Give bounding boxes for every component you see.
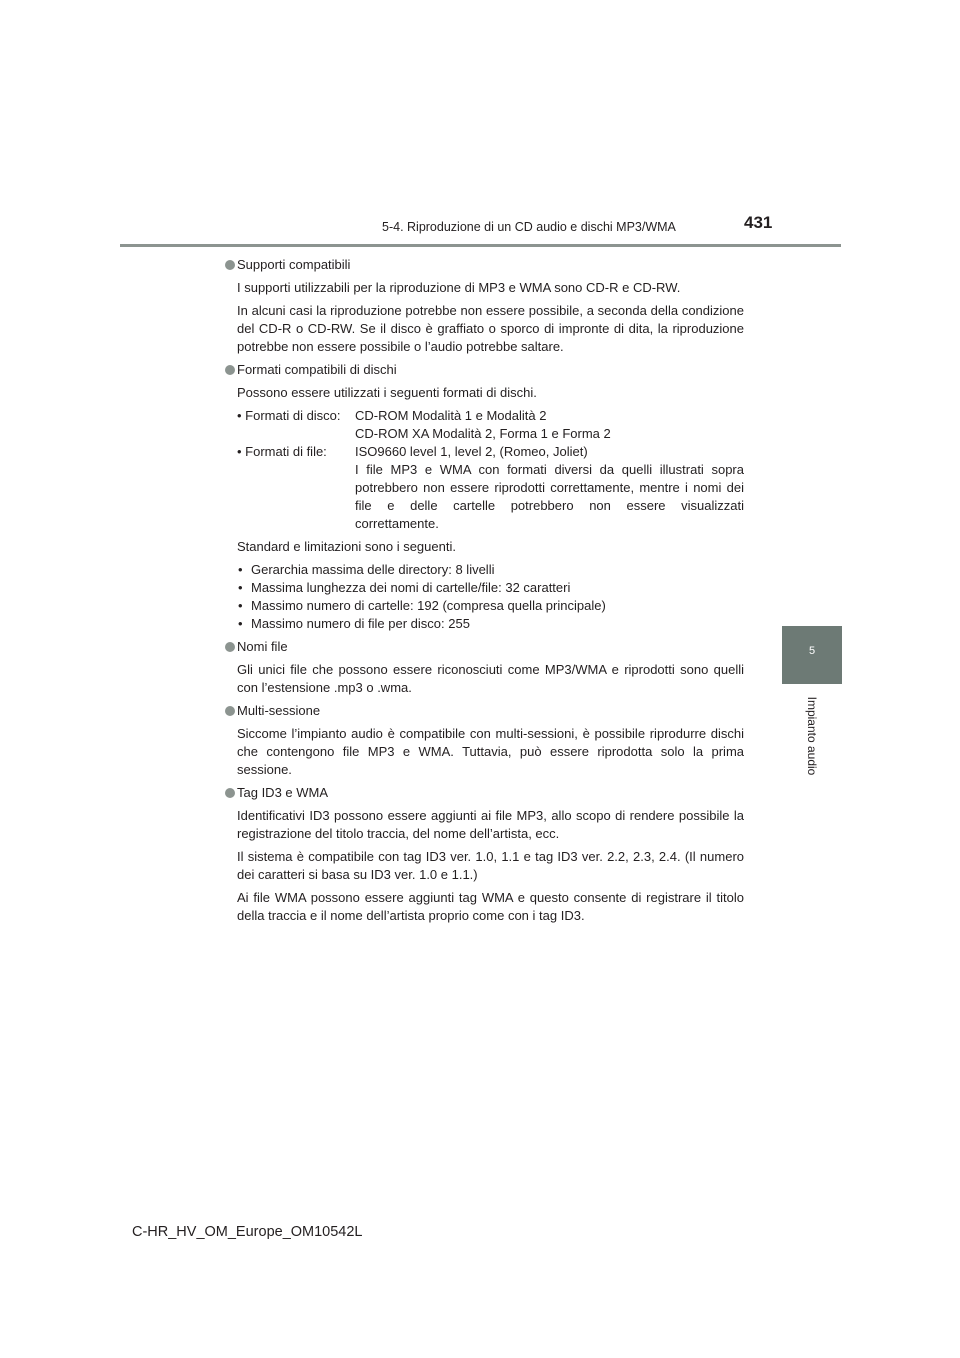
- page-content: [224, 256, 744, 930]
- bullet-circle-icon: [225, 706, 235, 716]
- paragraph: Identificativi ID3 possono essere aggiunti ai file MP3, allo scopo di rendere possibile la registrazione del titolo traccia, del nome dell’artista, ecc.: [237, 808, 744, 841]
- paragraph: Gli unici file che possono essere riconosciuti come MP3/WMA e riprodotti sono quelli con l’estensione .mp3 o .wma.: [237, 662, 744, 695]
- section-heading-multi: Multi-sessione: [224, 702, 744, 720]
- list-item: • Massimo numero di file per disco: 255: [237, 615, 744, 633]
- document-code: C-HR_HV_OM_Europe_OM10542L: [132, 1224, 363, 1240]
- section-heading-supporti: Supporti compatibili: [224, 256, 744, 274]
- file-format-term: • Formati di file:: [237, 444, 327, 459]
- paragraph: Standard e limitazioni sono i seguenti.: [237, 539, 456, 554]
- format-definition-list: [237, 407, 744, 533]
- paragraph: Il sistema è compatibile con tag ID3 ver. 1.0, 1.1 e tag ID3 ver. 2.2, 2.3, 2.4. (Il numero dei caratteri si basa su ID3 ver. 1.0 e 1.1.): [237, 849, 744, 882]
- page-number: 431: [744, 213, 773, 232]
- bullet-circle-icon: [225, 260, 235, 270]
- limits-list: [237, 561, 744, 633]
- list-item: • Gerarchia massima delle directory: 8 livelli: [237, 561, 744, 579]
- paragraph: Siccome l’impianto audio è compatibile con multi-sessioni, è possibile riprodurre dischi che contengono file MP3 e WMA. Tuttavia, può essere riprodotta solo la prima sessione.: [237, 726, 744, 777]
- section-heading-formati: Formati compatibili di dischi: [224, 361, 744, 379]
- list-item: • Massimo numero di cartelle: 192 (compresa quella principale): [237, 597, 744, 615]
- disc-format-term: • Formati di disco:: [237, 408, 341, 423]
- section-heading-tag: Tag ID3 e WMA: [224, 784, 744, 802]
- bullet-circle-icon: [225, 788, 235, 798]
- chapter-number: 5: [808, 645, 816, 657]
- paragraph: I supporti utilizzabili per la riproduzione di MP3 e WMA sono CD-R e CD-RW.: [237, 280, 681, 295]
- file-format-row: [237, 443, 744, 533]
- bullet-circle-icon: [225, 365, 235, 375]
- section-title: 5-4. Riproduzione di un CD audio e dischi MP3/WMA: [382, 220, 676, 234]
- bullet-circle-icon: [225, 642, 235, 652]
- chapter-label-container: [782, 692, 842, 782]
- chapter-tab: [782, 626, 842, 684]
- section-heading-nomi: Nomi file: [224, 638, 744, 656]
- list-item: • Massima lunghezza dei nomi di cartelle/file: 32 caratteri: [237, 579, 744, 597]
- disc-format-row: [237, 407, 744, 443]
- file-format-desc: ISO9660 level 1, level 2, (Romeo, Joliet) I file MP3 e WMA con formati diversi da quelli illustrati sopra potrebbero non essere riprodotti correttamente, mentre i nomi dei file e delle cartelle potrebbero non essere visualizzati correttamente.: [355, 444, 744, 531]
- paragraph: Possono essere utilizzati i seguenti formati di dischi.: [237, 385, 537, 400]
- paragraph: Ai file WMA possono essere aggiunti tag WMA e questo consente di registrare il titolo della traccia e il nome dell’artista proprio come con i tag ID3.: [237, 890, 744, 923]
- header-divider: [120, 244, 841, 247]
- disc-format-desc: CD-ROM Modalità 1 e Modalità 2 CD-ROM XA Modalità 2, Forma 1 e Forma 2: [355, 408, 611, 441]
- paragraph: In alcuni casi la riproduzione potrebbe non essere possibile, a seconda della condizione del CD-R o CD-RW. Se il disco è graffiato o sporco di impronte di dita, la riproduzione potrebbe non essere possibile o l’audio potrebbe saltare.: [237, 303, 744, 354]
- chapter-label: Impianto audio: [805, 696, 819, 776]
